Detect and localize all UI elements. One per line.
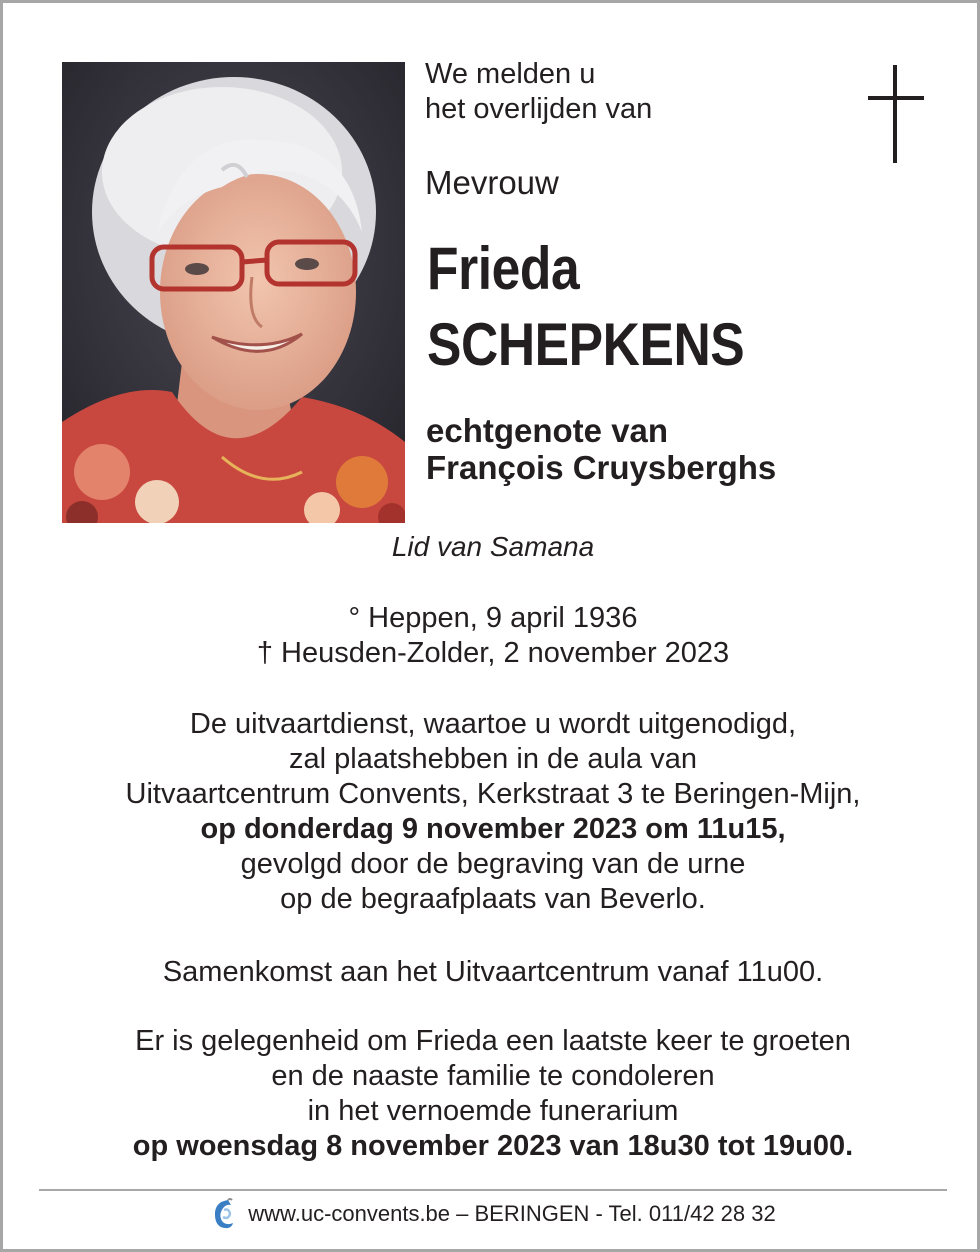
life-dates — [3, 601, 980, 671]
intro-line: We melden u — [425, 58, 596, 90]
ceremony-line: zal plaatshebben in de aula van — [289, 743, 697, 775]
ceremony-details — [3, 707, 980, 917]
visitation-line: Er is gelegenheid om Frieda een laatste keer te groeten — [135, 1025, 851, 1057]
contact-info: www.uc-convents.be – BERINGEN - Tel. 011/42 28 32 — [248, 1201, 776, 1226]
spouse-info — [426, 412, 776, 486]
gathering-note: Samenkomst aan het Uitvaartcentrum vanaf 11u00. — [162, 956, 824, 988]
salutation: Mevrouw — [425, 164, 559, 201]
deceased-first-name: Frieda — [427, 235, 580, 302]
ceremony-line: gevolgd door de begraving van de urne — [240, 848, 746, 880]
latin-cross-icon — [865, 65, 927, 163]
visitation-details — [3, 1024, 980, 1164]
spouse-relation: echtgenote van — [426, 412, 669, 449]
deceased-last-name: SCHEPKENS — [427, 311, 745, 378]
announcement-intro — [425, 57, 652, 127]
intro-line: het overlijden van — [425, 93, 653, 125]
ceremony-datetime: op donderdag 9 november 2023 om 11u15, — [200, 813, 786, 845]
uc-convents-logo-icon — [210, 1196, 236, 1232]
visitation-datetime: op woensdag 8 november 2023 van 18u30 tot 19u00. — [132, 1130, 854, 1162]
membership-note: Lid van Samana — [391, 531, 595, 562]
birth-date: ° Heppen, 9 april 1936 — [348, 602, 638, 634]
ceremony-line: De uitvaartdienst, waartoe u wordt uitgenodigd, — [189, 708, 797, 740]
portrait-photo — [62, 62, 405, 523]
footer-divider — [39, 1189, 947, 1191]
death-date: † Heusden-Zolder, 2 november 2023 — [256, 637, 730, 669]
visitation-line: en de naaste familie te condoleren — [271, 1060, 715, 1092]
portrait-illustration — [62, 62, 405, 523]
spouse-name: François Cruysberghs — [426, 449, 777, 486]
ceremony-line: Uitvaartcentrum Convents, Kerkstraat 3 te Beringen-Mijn, — [125, 778, 861, 810]
footer — [3, 1196, 980, 1232]
ceremony-line: op de begraafplaats van Beverlo. — [280, 883, 706, 915]
visitation-line: in het vernoemde funerarium — [307, 1095, 679, 1127]
